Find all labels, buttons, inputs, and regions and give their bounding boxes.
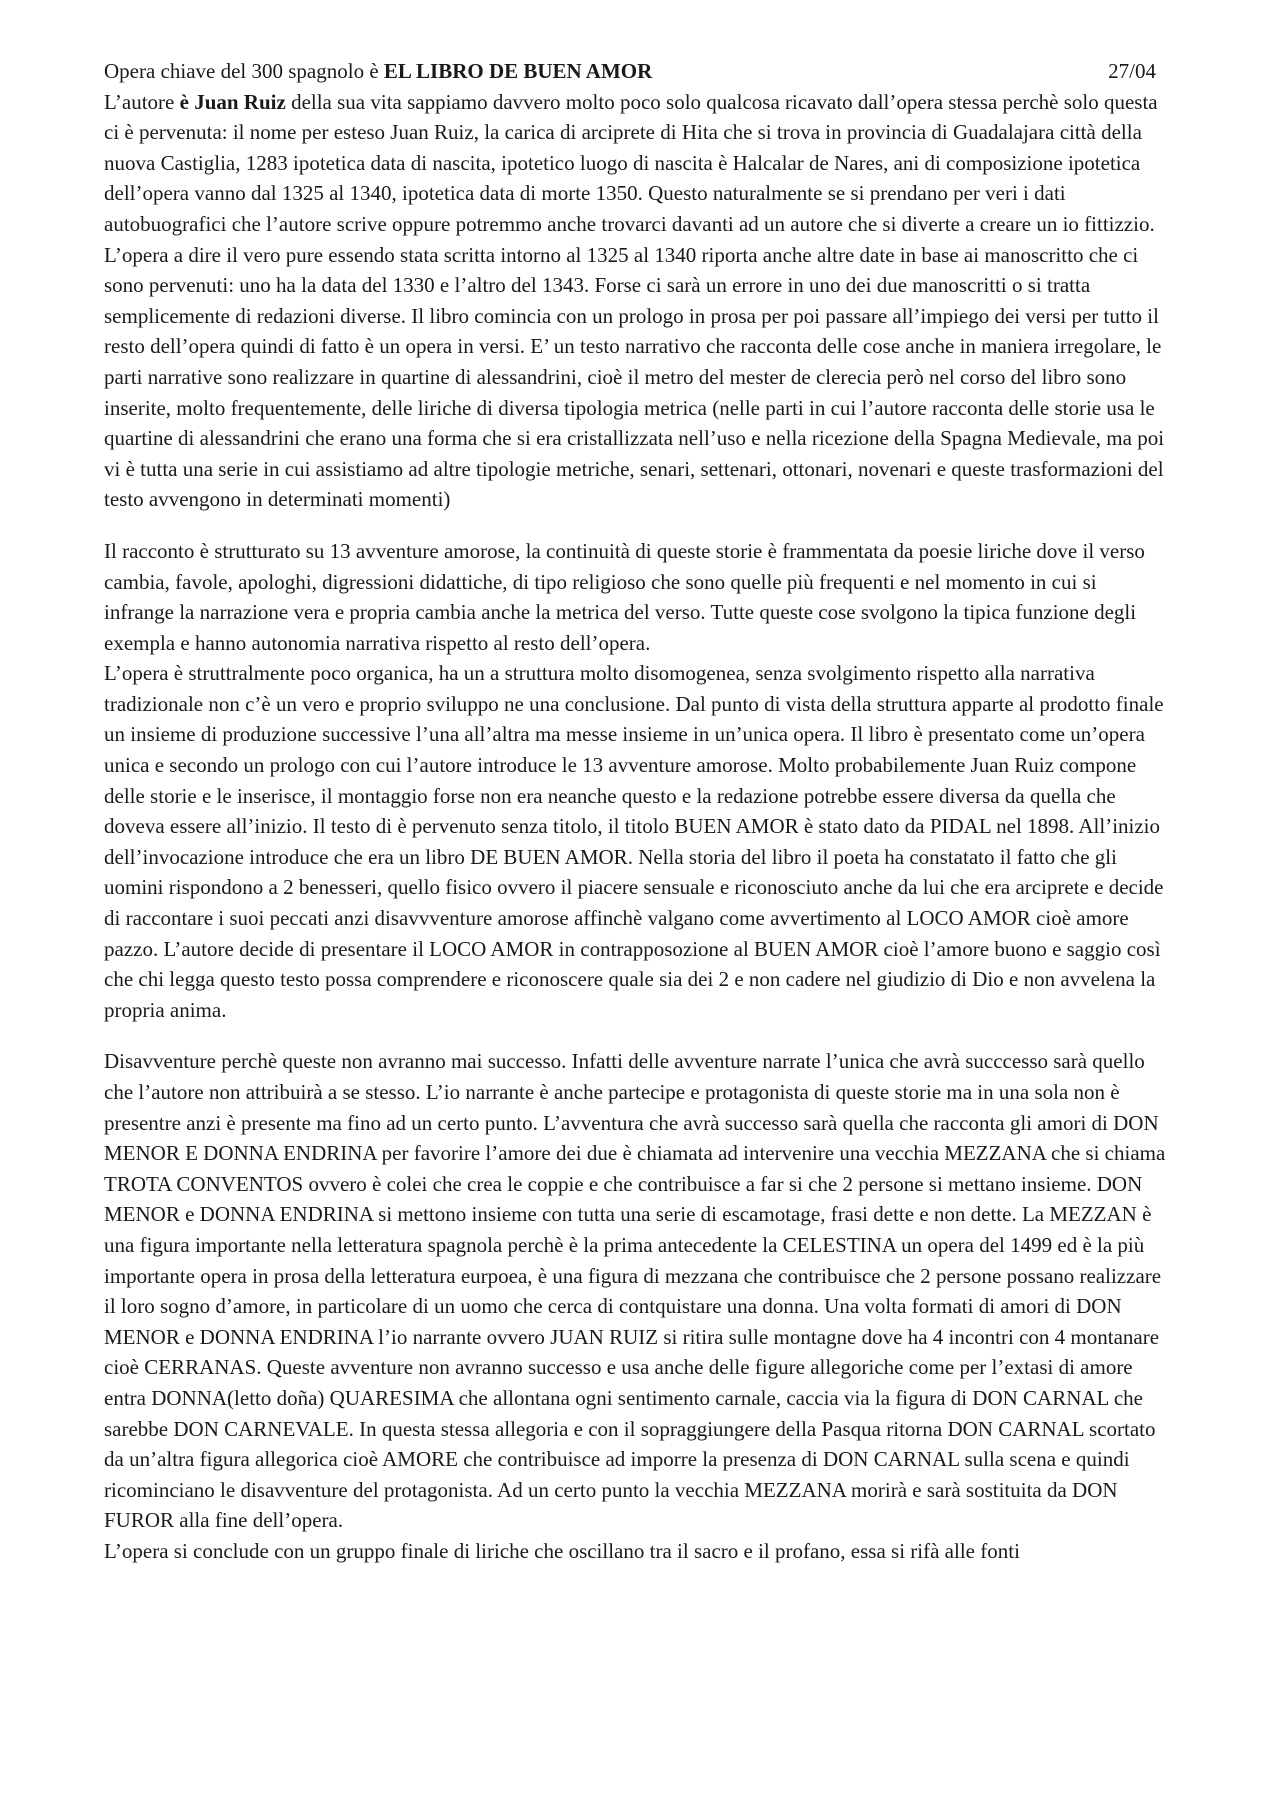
author-name: è Juan Ruiz — [179, 89, 286, 114]
paragraph-conclusion: L’opera si conclude con un gruppo finale di liriche che oscillano tra il sacro e il profano, essa si rifà alle fonti — [104, 1538, 1020, 1563]
paragraph-misadventures: Disavventure perchè queste non avranno mai successo. Infatti delle avventure narrate l’unica che avrà succcesso sarà quello che l’autore non attribuirà a se stesso. L’io narrante è anche partecipe e protagonista di queste storie ma in una sola non è presentre anzi è presente ma fino ad un certo punto. L’avventura che avrà successo sarà quella che racconta gli amori di DON MENOR E DONNA ENDRINA per favorire l’amore dei due è chiamata ad intervenire una vecchia MEZZANA che si chiama TROTA CONVENTOS ovvero è colei che crea le coppie e che contribuisce a far si che 2 persone si mettano insieme. DON MENOR e DONNA ENDRINA si mettono insieme con tutta una serie di escamotage, frasi dette e non dette. La MEZZAN è una figura importante nella letteratura spagnola perchè è la prima antecedente la CELESTINA un opera del 1499 ed è la più importante opera in prosa della letteratura eurpoea, è una figura di mezzana che contribuisce che 2 persone possano realizzare il loro sogno d’amore, in particolare di un uomo che cerca di contquistare una donna. Una volta formati di amori di DON MENOR e DONNA ENDRINA l’io narrante ovvero JUAN RUIZ si ritira sulle montagne dove ha 4 incontri con 4 montanare cioè CERRANAS. Queste avventure non avranno successo e usa anche delle figure allegoriche come per l’extasi di amore entra DONNA(letto doña) QUARESIMA che allontana ogni sentimento carnale, caccia via la figura di DON CARNAL che sarebbe DON CARNEVALE. In questa stessa allegoria e con il sopraggiungere della Pasqua ritorna DON CARNAL scortato da un’altra figura allegorica cioè AMORE che contribuisce ad imporre la presenza di DON CARNAL sulla scena e quindi ricominciano le disavventure del protagonista. Ad un certo punto la vecchia MEZZANA morirà e sarà sostituita da DON FUROR alla fine dell’opera. — [104, 1049, 1166, 1533]
document-header — [104, 56, 1166, 87]
book-title: EL LIBRO DE BUEN AMOR — [383, 59, 653, 83]
lecture-date: 27/04 — [1108, 59, 1156, 83]
paragraph-organization: L’opera è struttralmente poco organica, ha un a struttura molto disomogenea, senza svolgimento rispetto alla narrativa tradizionale non c’è un vero e proprio sviluppo ne una conclusione. Dal punto di vista della struttura apparte al prodotto finale un insieme di produzione successive l’una all’altra ma messe insieme in un’unica opera. Il libro è presentato come un’opera unica e secondo un prologo con cui l’autore introduce le 13 avventure amorose. Molto probabilemente Juan Ruiz compone delle storie e le inserisce, il montaggio forse non era neanche questo e la redazione potrebbe essere diversa da quella che doveva essere all’inizio. Il testo di è pervenuto senza titolo, il titolo BUEN AMOR è stato dato da PIDAL nel 1898. All’inizio dell’invocazione introduce che era un libro DE BUEN AMOR. Nella storia del libro il poeta ha constatato il fatto che gli uomini rispondono a 2 benesseri, quello fisico ovvero il piacere sensuale e riconosciuto anche da lui che era arciprete e decide di raccontare i suoi peccati anzi disavvventure amorose affinchè valgano come avvertimento al LOCO AMOR cioè amore pazzo. L’autore decide di presentare il LOCO AMOR in contrapposozione al BUEN AMOR cioè l’amore buono e saggio così che chi legga questo testo possa comprendere e riconoscere quale sia dei 2 e non cadere nel giudizio di Dio e non avvelena la propria anima. — [104, 661, 1164, 1022]
paragraph-author: L’autore è Juan Ruiz della sua vita sappiamo davvero molto poco solo qualcosa ricavato dall’opera stessa perchè solo questa ci è pervenuta: il nome per esteso Juan Ruiz, la carica di arciprete di Hita che si trova in provincia di Guadalajara città della nuova Castiglia, 1283 ipotetica data di nascita, ipotetico luogo di nascita è Halcalar de Nares, ani di composizione ipotetica dell’opera vanno dal 1325 al 1340, ipotetica data di morte 1350. Questo naturalmente se si prendano per veri i dati autobuografici che l’autore scrive oppure potremmo anche trovarci davanti ad un autore che si diverte a creare un io fittizzio. L’opera a dire il vero pure essendo stata scritta intorno al 1325 al 1340 riporta anche altre date in base ai manoscritto che ci sono pervenuti: uno ha la data del 1330 e l’altro del 1343. Forse ci sarà un errore in uno dei due manoscritti o si tratta semplicemente di redazioni diverse. Il libro comincia con un prologo in prosa per poi passare all’impiego dei versi per tutto il resto dell’opera quindi di fatto è un opera in versi. E’ un testo narrativo che racconta delle cose anche in maniera irregolare, le parti narrative sono realizzare in quartine di alessandrini, cioè il metro del mester de clerecia però nel corso del libro sono inserite, molto frequentemente, delle liriche di diversa tipologia metrica (nelle parti in cui l’autore racconta delle storie usa le quartine di alessandrini che erano una forma che si era cristallizzata nell’uso e nella ricezione della Spagna Medievale, ma poi vi è tutta una serie in cui assistiamo ad altre tipologie metriche, senari, settenari, ottonari, novenari e queste trasformazioni del testo avvengono in determinati momenti) — [104, 89, 1165, 512]
document-title: Opera chiave del 300 spagnolo è EL LIBRO DE BUEN AMOR — [104, 59, 653, 83]
paragraph-structure: Il racconto è strutturato su 13 avventure amorose, la continuità di queste storie è frammentata da poesie liriche dove il verso cambia, favole, apologhi, digressioni didattiche, di tipo religioso che sono quelle più frequenti e nel momento in cui si infrange la narrazione vera e propria cambia anche la metrica del verso. Tutte queste cose svolgono la tipica funzione degli exempla e hanno autonomia narrativa rispetto al resto dell’opera. — [104, 538, 1145, 655]
document-page — [104, 56, 1166, 1567]
